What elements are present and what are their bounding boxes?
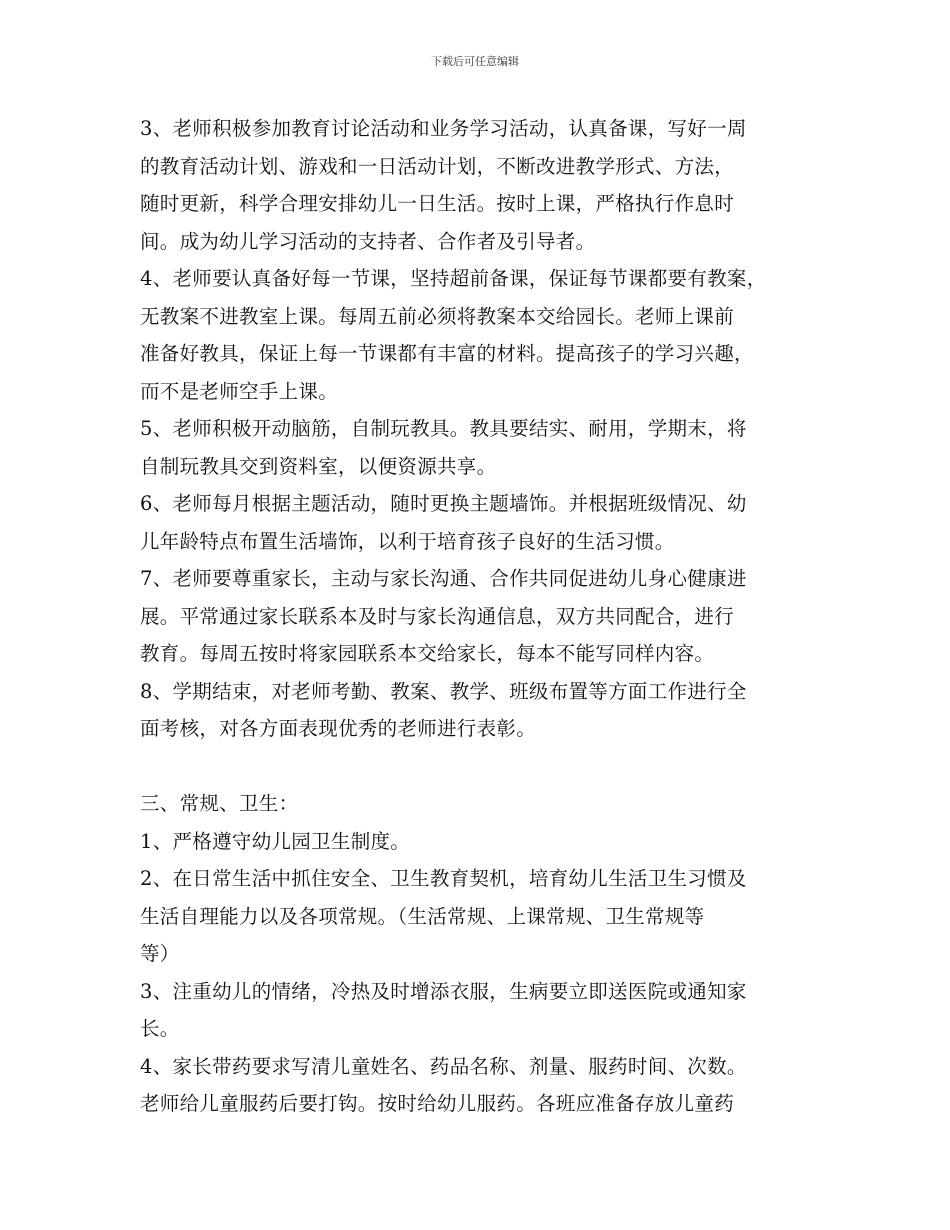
text-line: 2、在日常生活中抓住安全、卫生教育契机，培育幼儿生活卫生习惯及	[140, 867, 747, 890]
section-heading: 三、常规、卫生：	[140, 792, 299, 815]
text-line: 4、家长带药要求写清儿童姓名、药品名称、剂量、服药时间、次数。	[140, 1054, 747, 1078]
text-line: 长。	[140, 1017, 180, 1040]
text-line: 4、老师要认真备好每一节课，坚持超前备课，保证每节课都要有教案，	[140, 267, 767, 290]
text-line: 3、老师积极参加教育讨论活动和业务学习活动，认真备课，写好一周	[140, 117, 747, 140]
document-body	[140, 110, 820, 1123]
text-line: 儿年龄特点布置生活墙饰，以利于培育孩子良好的生活习惯。	[140, 529, 675, 553]
text-line: 展。平常通过家长联系本及时与家长沟通信息，双方共同配合，进行	[140, 604, 735, 628]
text-line: 5、老师积极开动脑筋，自制玩教具。教具要结实、耐用，学期末，将	[140, 417, 747, 440]
text-line: 随时更新，科学合理安排幼儿一日生活。按时上课，严格执行作息时	[140, 192, 735, 215]
text-line: 8、学期结束，对老师考勤、教案、教学、班级布置等方面工作进行全	[140, 679, 747, 703]
text-line: 生活自理能力以及各项常规。（生活常规、上课常规、卫生常规等	[140, 904, 705, 928]
text-line: 1、严格遵守幼儿园卫生制度。	[140, 829, 411, 853]
text-line: 无教案不进教室上课。每周五前必须将教案本交给园长。老师上课前	[140, 304, 735, 328]
text-line: 等）	[140, 942, 180, 965]
text-line: 准备好教具，保证上每一节课都有丰富的材料。提高孩子的学习兴趣，	[140, 342, 754, 365]
text-line: 7、老师要尊重家长，主动与家长沟通、合作共同促进幼儿身心健康进	[140, 567, 747, 590]
text-line: 老师给儿童服药后要打钩。按时给幼儿服药。各班应准备存放儿童药	[140, 1092, 735, 1115]
text-line: 而不是老师空手上课。	[140, 379, 339, 403]
text-line: 6、老师每月根据主题活动，随时更换主题墙饰。并根据班级情况、幼	[140, 492, 747, 515]
text-line: 间。成为幼儿学习活动的支持者、合作者及引导者。	[140, 229, 596, 253]
text-line: 3、注重幼儿的情绪，冷热及时增添衣服，生病要立即送医院或通知家	[140, 979, 747, 1003]
text-line: 的教育活动计划、游戏和一日活动计划，不断改进教学形式、方法，	[140, 154, 735, 178]
text-line: 自制玩教具交到资料室，以便资源共享。	[140, 454, 497, 478]
page-header: 下载后可任意编辑	[431, 55, 519, 68]
text-line: 教育。每周五按时将家园联系本交给家长，每本不能写同样内容。	[140, 642, 715, 665]
text-line: 面考核，对各方面表现优秀的老师进行表彰。	[140, 717, 537, 740]
blank-line	[140, 748, 820, 786]
